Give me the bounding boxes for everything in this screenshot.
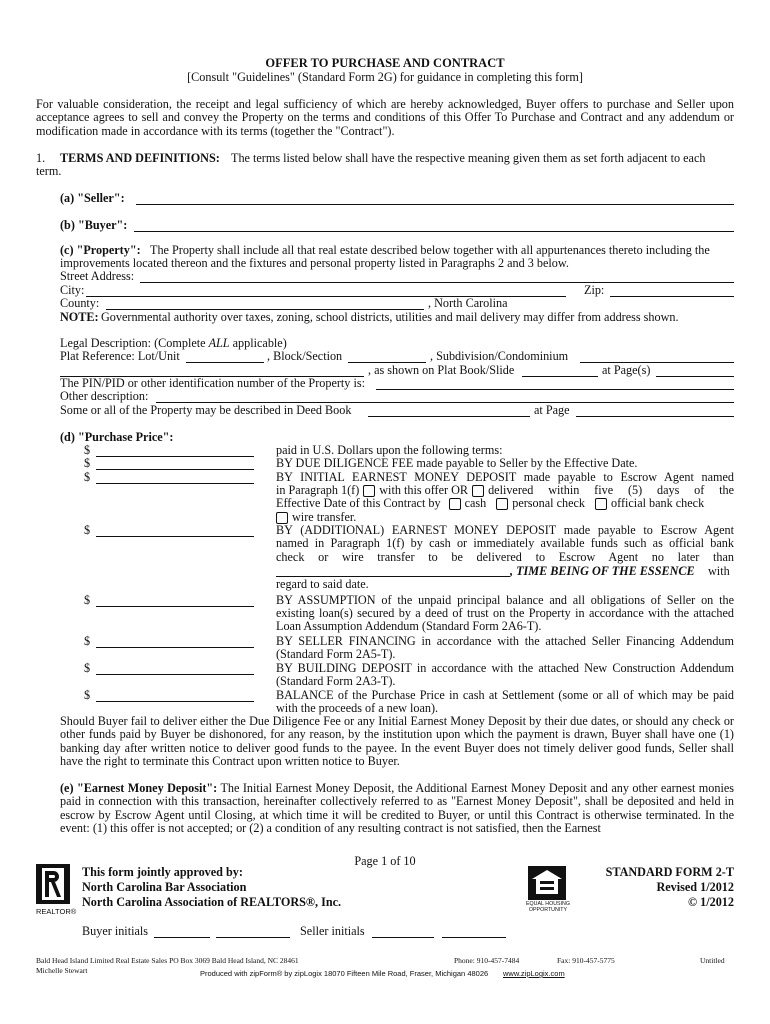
county-label: County: <box>60 296 100 310</box>
plat-ref-label: Plat Reference: Lot/Unit <box>60 349 180 363</box>
assumption-text-2: existing loan(s) secured by a deed of trust on the Property in accordance with the attached <box>276 606 734 620</box>
state-label: , North Carolina <box>428 296 508 310</box>
additional-deposit-field[interactable] <box>96 536 254 537</box>
dollar-sign: $ <box>84 470 91 484</box>
seller-initials-field-2[interactable] <box>442 937 506 938</box>
seller-financing-field[interactable] <box>96 647 254 648</box>
dollar-sign: $ <box>84 688 91 702</box>
form-title: OFFER TO PURCHASE AND CONTRACT <box>265 56 505 70</box>
street-field[interactable] <box>140 282 734 283</box>
form-subtitle: [Consult "Guidelines" (Standard Form 2G) for guidance in completing this form] <box>187 70 583 84</box>
realtor-logo <box>36 864 70 904</box>
initial-deposit-line4: wire transfer. <box>276 511 356 524</box>
property-text-2: improvements located thereon and the fixtures and personal property listed in Paragraphs 2 and 3 below. <box>60 256 569 270</box>
initial-deposit-line3: Effective Date of this Contract by cash personal check official bank check <box>276 496 705 510</box>
seller-initials-label: Seller initials <box>300 924 365 938</box>
earnest-paragraph: (e) "Earnest Money Deposit": The Initial Earnest Money Deposit, the Additional Earnest Money Deposit and any other earnest monies paid in connection with this transaction, hereinafter collectively referred to as "Earnest Money Deposit", shall be deposited and held in escrow by Escrow Agent until Closing, at which time it will be credited to Buyer, or until this Contract is otherwise terminated. In the event: (1) this offer is not accepted; or (2) a condition of any resulting contract is not satisfied, then the Earnest <box>60 781 735 836</box>
seller-financing-text: BY SELLER FINANCING in accordance with the attached Seller Financing Addendum <box>276 634 734 648</box>
assumption-field[interactable] <box>96 606 254 607</box>
price-label: (d) "Purchase Price": <box>60 430 174 444</box>
standard-form: STANDARD FORM 2-T <box>605 865 734 879</box>
equal-housing-icon <box>528 866 566 900</box>
ziplogix-link[interactable]: www.zipLogix.com <box>503 969 565 978</box>
time-essence-text: , TIME BEING OF THE ESSENCE <box>510 564 695 578</box>
pin-field[interactable] <box>376 389 734 390</box>
realtors-association: North Carolina Association of REALTORS®, Inc. <box>82 895 342 909</box>
intro-paragraph: For valuable consideration, the receipt and legal sufficiency of which are hereby acknowledged, Buyer offers to purchase and Seller upon acceptance agrees to sell and convey the Property on the terms and conditions of this Offer To Purchase and Contract and any addendum or modification made in accordance with its terms (together the "Contract"). <box>36 97 734 138</box>
balance-field[interactable] <box>96 701 254 702</box>
bank-check-checkbox[interactable] <box>595 498 607 510</box>
dollar-sign: $ <box>84 443 91 457</box>
plat-book-label: , as shown on Plat Book/Slide <box>368 363 515 377</box>
price-paid-text: paid in U.S. Dollars upon the following terms: <box>276 443 503 457</box>
realtor-logo-text: REALTOR® <box>36 907 77 916</box>
lot-field[interactable] <box>186 362 264 363</box>
building-deposit-text: BY BUILDING DEPOSIT in accordance with the attached New Construction Addendum <box>276 661 734 675</box>
personal-check-checkbox[interactable] <box>496 498 508 510</box>
assumption-text: BY ASSUMPTION of the unpaid principal balance and all obligations of Seller on the <box>276 593 734 607</box>
due-diligence-field[interactable] <box>96 469 254 470</box>
seller-financing-text-2: (Standard Form 2A5-T). <box>276 647 396 661</box>
approved-text: This form jointly approved by: <box>82 865 243 879</box>
delivered-checkbox[interactable] <box>472 485 484 497</box>
additional-deposit-text-5: regard to said date. <box>276 577 369 591</box>
buyer-initials-field-1[interactable] <box>154 937 210 938</box>
agent-name: Michelle Stewart <box>36 966 88 975</box>
plat-page-field[interactable] <box>656 376 734 377</box>
at-pages-label: at Page(s) <box>602 363 651 377</box>
buyer-initials-label: Buyer initials <box>82 924 149 938</box>
assumption-text-3: Loan Assumption Addendum (Standard Form 2A6-T). <box>276 619 542 633</box>
deed-page-label: at Page <box>534 403 570 417</box>
seller-label: (a) "Seller": <box>60 191 125 205</box>
section-text: The terms listed below shall have the respective meaning given them as set forth adjacent to each <box>231 151 706 165</box>
produced-by: Produced with zipForm® by zipLogix 18070 Fifteen Mile Road, Fraser, Michigan 48026 <box>200 969 489 978</box>
balance-text: BALANCE of the Purchase Price in cash at Settlement (some or all of which may be paid <box>276 688 734 702</box>
office-address: Bald Head Island Limited Real Estate Sales PO Box 3069 Bald Head Island, NC 28461 <box>36 956 299 965</box>
section-number: 1. <box>36 151 46 165</box>
deed-book-field[interactable] <box>368 416 530 417</box>
property-text: The Property shall include all that real estate described below together with all appurtenances thereto including the <box>150 243 710 257</box>
zip-field[interactable] <box>610 296 734 297</box>
legal-heading: Legal Description: (Complete ALL applicable) <box>60 336 287 350</box>
subdivision-label: , Subdivision/Condominium <box>430 349 569 363</box>
page-number: Page 1 of 10 <box>354 854 416 868</box>
buyer-field[interactable] <box>134 231 734 232</box>
property-label: (c) "Property": <box>60 243 141 257</box>
fail-paragraph: Should Buyer fail to deliver either the Due Diligence Fee or any Initial Earnest Money Deposit by their due dates, or should any check or other funds paid by Buyer be dishonored, for any reason, by the institution upon which the payment is drawn, Buyer shall have one (1) banking day after written notice to deliver good funds to the payee. In the event Buyer does not timely deliver good funds, Seller shall have the right to terminate this Contract upon written notice to Buyer. <box>60 714 734 769</box>
wire-transfer-checkbox[interactable] <box>276 512 288 524</box>
section-text-2: term. <box>36 164 62 178</box>
additional-deposit-text: BY (ADDITIONAL) EARNEST MONEY DEPOSIT made payable to Escrow Agent <box>276 523 734 537</box>
dollar-sign: $ <box>84 456 91 470</box>
plat-book-field[interactable] <box>522 376 598 377</box>
seller-initials-field-1[interactable] <box>372 937 434 938</box>
buyer-initials-field-2[interactable] <box>216 937 290 938</box>
cash-checkbox[interactable] <box>449 498 461 510</box>
seller-field[interactable] <box>136 204 734 205</box>
note-label: NOTE: <box>60 310 99 324</box>
pin-label: The PIN/PID or other identification number of the Property is: <box>60 376 365 390</box>
revised-date: Revised 1/2012 <box>656 880 734 894</box>
purchase-price-field[interactable] <box>96 456 254 457</box>
initial-deposit-text: BY INITIAL EARNEST MONEY DEPOSIT made payable to Escrow Agent named <box>276 470 734 484</box>
other-desc-label: Other description: <box>60 389 149 403</box>
block-label: , Block/Section <box>267 349 343 363</box>
initial-deposit-field[interactable] <box>96 483 254 484</box>
dollar-sign: $ <box>84 634 91 648</box>
due-diligence-text: BY DUE DILIGENCE FEE made payable to Seller by the Effective Date. <box>276 456 638 470</box>
office-phone: Phone: 910-457-7484 <box>454 956 520 965</box>
with-text: with <box>708 564 730 578</box>
street-label: Street Address: <box>60 269 135 283</box>
additional-deposit-text-2: named in Paragraph 1(f) by cash or immediately available funds such as official bank <box>276 536 734 550</box>
document-name: Untitled <box>700 956 725 965</box>
dollar-sign: $ <box>84 593 91 607</box>
dollar-sign: $ <box>84 661 91 675</box>
equal-housing-text: EQUAL HOUSING OPPORTUNITY <box>526 901 570 913</box>
balance-text-2: with the proceeds of a new loan). <box>276 701 439 715</box>
with-offer-checkbox[interactable] <box>363 485 375 497</box>
buyer-label: (b) "Buyer": <box>60 218 128 232</box>
dollar-sign: $ <box>84 523 91 537</box>
deed-page-field[interactable] <box>576 416 734 417</box>
bar-association: North Carolina Bar Association <box>82 880 247 894</box>
building-deposit-field[interactable] <box>96 674 254 675</box>
initial-deposit-line2: in Paragraph 1(f) with this offer OR delivered within five (5) days of the <box>276 483 734 497</box>
copyright: © 1/2012 <box>687 895 734 909</box>
section-heading: TERMS AND DEFINITIONS: <box>60 151 220 165</box>
additional-deposit-text-3: check or wire transfer to be delivered to Escrow Agent no later than <box>276 550 734 564</box>
office-fax: Fax: 910-457-5775 <box>557 956 615 965</box>
building-deposit-text-2: (Standard Form 2A3-T). <box>276 674 396 688</box>
deed-label: Some or all of the Property may be described in Deed Book <box>60 403 352 417</box>
zip-label: Zip: <box>584 283 605 297</box>
note-text: Governmental authority over taxes, zoning, school districts, utilities and mail delivery may differ from address shown. <box>101 310 679 324</box>
city-label: City: <box>60 283 85 297</box>
